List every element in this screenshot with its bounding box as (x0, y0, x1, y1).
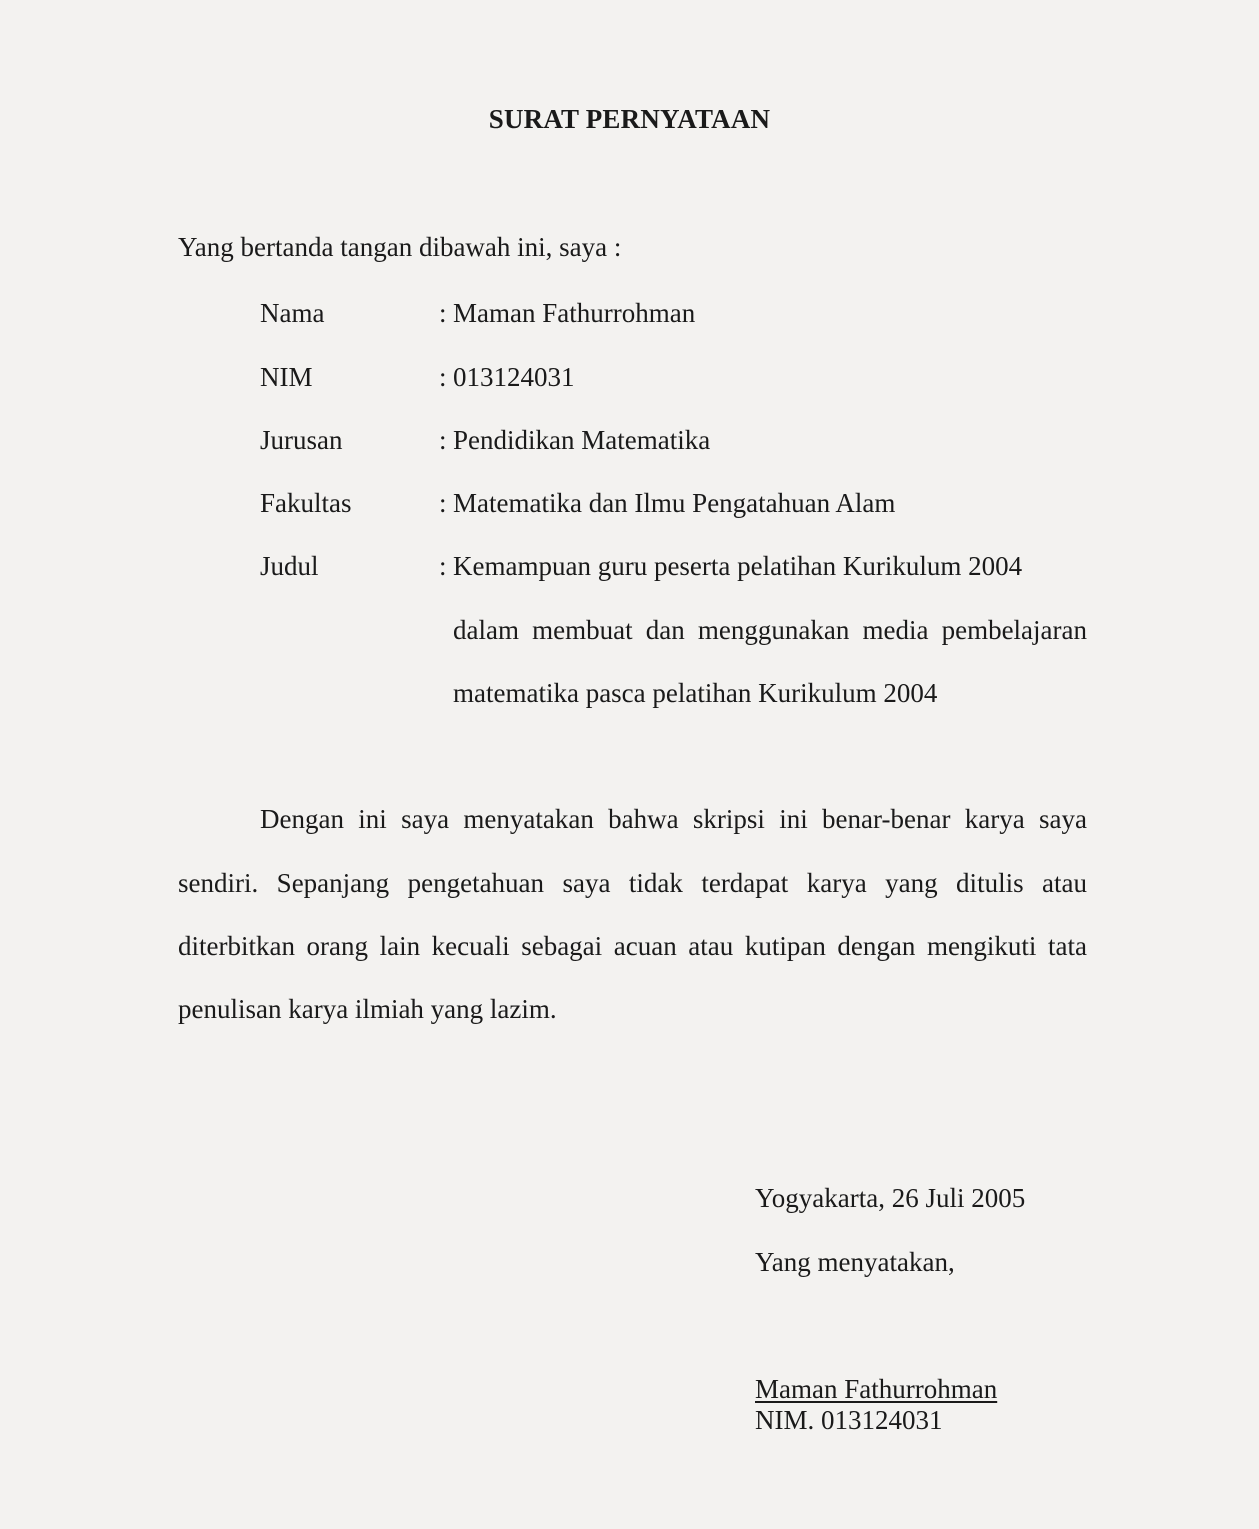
document-title: SURAT PERNYATAAN (488, 104, 771, 134)
field-colon: : (439, 362, 447, 392)
statement-line: penulisan karya ilmiah yang lazim. (178, 994, 557, 1024)
statement-line: sendiri. Sepanjang pengetahuan saya tidak terdapat karya yang ditulis atau (178, 868, 1087, 898)
field-value: Maman Fathurrohman (453, 298, 696, 328)
statement-line: Dengan ini saya menyatakan bahwa skripsi ini benar-benar karya saya (260, 804, 1087, 834)
field-label: Fakultas (260, 488, 352, 518)
field-colon: : (439, 551, 447, 581)
field-label: NIM (260, 362, 313, 392)
judul-continuation-line: dalam membuat dan menggunakan media pembelajaran (453, 615, 1087, 645)
field-row-fakultas (260, 486, 1090, 520)
field-value: Kemampuan guru peserta pelatihan Kurikulum 2004 (453, 551, 1023, 581)
signer-nim: NIM. 013124031 (755, 1405, 943, 1435)
field-label: Judul (260, 551, 319, 581)
intro-text: Yang bertanda tangan dibawah ini, saya : (178, 232, 622, 262)
judul-continuation-line: matematika pasca pelatihan Kurikulum 2004 (453, 678, 938, 708)
field-value: 013124031 (453, 362, 575, 392)
statement-line: diterbitkan orang lain kecuali sebagai acuan atau kutipan dengan mengikuti tata (178, 931, 1087, 961)
field-row-nim (260, 360, 1090, 394)
field-colon: : (439, 488, 447, 518)
field-label: Nama (260, 298, 325, 328)
field-row-jurusan (260, 423, 1090, 457)
field-value: Pendidikan Matematika (453, 425, 711, 455)
field-colon: : (439, 298, 447, 328)
field-colon: : (439, 425, 447, 455)
field-row-judul (260, 549, 1090, 583)
signature-closing: Yang menyatakan, (755, 1247, 955, 1277)
signer-name: Maman Fathurrohman (755, 1374, 998, 1404)
field-row-nama (260, 296, 1090, 330)
field-value: Matematika dan Ilmu Pengatahuan Alam (453, 488, 896, 518)
signature-place-date: Yogyakarta, 26 Juli 2005 (755, 1183, 1026, 1213)
field-label: Jurusan (260, 425, 343, 455)
